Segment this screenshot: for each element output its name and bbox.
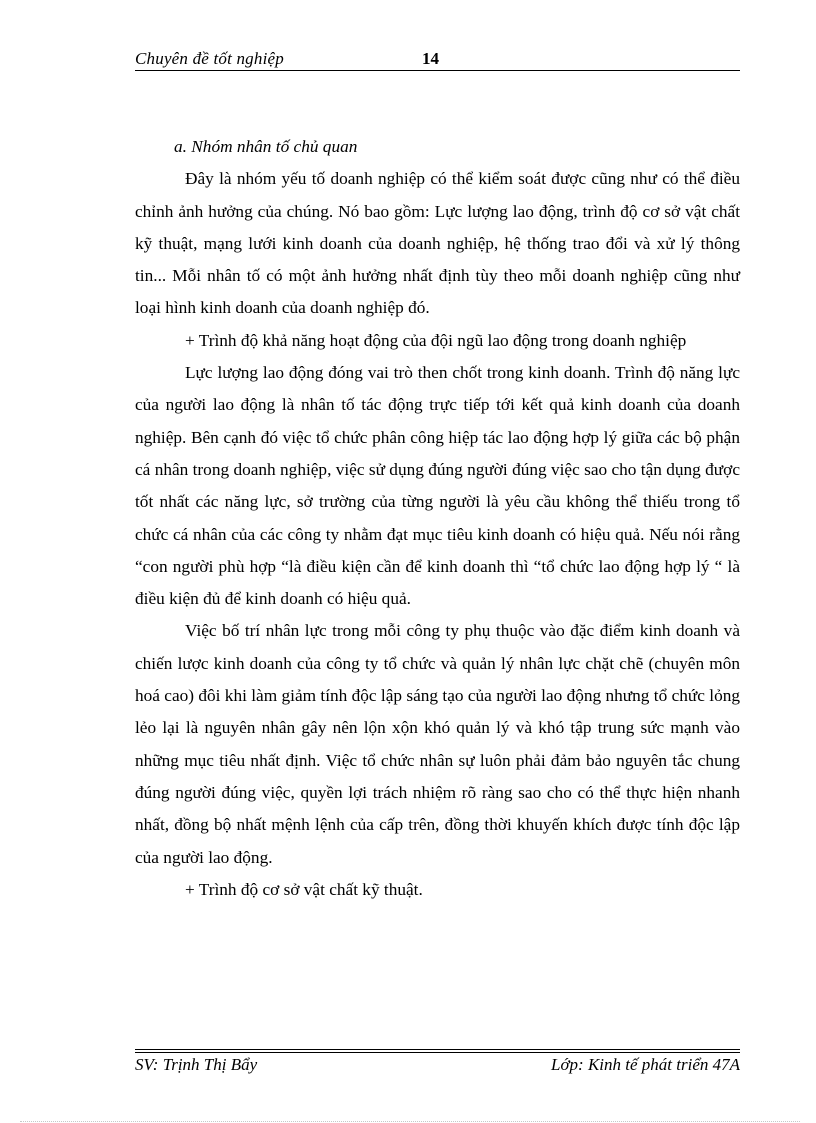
- paragraph: Việc bố trí nhân lực trong mỗi công ty phụ thuộc vào đặc điểm kinh doanh và chiến lược kinh doanh của công ty tổ chức và quản lý nhân lực chặt chẽ (chuyên môn hoá cao) đôi khi làm giảm tính độc lập sáng tạo của người lao động nhưng tổ chức lỏng lẻo lại là nguyên nhân gây nên lộn xộn khó quản lý và khó tập trung sức mạnh vào những mục tiêu nhất định. Việc tổ chức nhân sự luôn phải đảm bảo nguyên tắc chung đúng người đúng việc, quyền lợi trách nhiệm rõ ràng sao cho có thể thực hiện nhanh nhất, đồng bộ nhất mệnh lệnh của cấp trên, đồng thời khuyến khích được tính độc lập của người lao động.: [135, 621, 740, 867]
- subsection-heading: + Trình độ cơ sở vật chất kỹ thuật.: [185, 879, 423, 899]
- page-number: 14: [422, 49, 439, 68]
- page-bottom-edge: [20, 1121, 800, 1122]
- footer-divider: [135, 1049, 740, 1050]
- section-heading: a. Nhóm nhân tố chủ quan: [174, 137, 358, 156]
- document-title: Chuyên đề tốt nghiệp: [135, 49, 284, 68]
- main-content: [135, 131, 740, 906]
- paragraph: Đây là nhóm yếu tố doanh nghiệp có thể kiểm soát được cũng như có thể điều chỉnh ảnh hưởng của chúng. Nó bao gồm: Lực lượng lao động, trình độ cơ sở vật chất kỹ thuật, mạng lưới kinh doanh của doanh nghiệp, hệ thống trao đổi và xử lý thông tin... Mỗi nhân tố có một ảnh hưởng nhất định tùy theo mỗi doanh nghiệp cũng như loại hình kinh doanh của doanh nghiệp đó.: [135, 169, 740, 318]
- footer-student-name: SV: Trịnh Thị Bẩy: [135, 1055, 258, 1074]
- paragraph: Lực lượng lao động đóng vai trò then chốt trong kinh doanh. Trình độ năng lực của người lao động là nhân tố tác động trực tiếp tới kết quả kinh doanh của doanh nghiệp. Bên cạnh đó việc tổ chức phân công hiệp tác lao động hợp lý giữa các bộ phận cá nhân trong doanh nghiệp, việc sử dụng đúng người đúng việc sao cho tận dụng được tốt nhất các năng lực, sở trường của từng người là yêu cầu không thể thiếu trong tổ chức cá nhân của các công ty nhằm đạt mục tiêu kinh doanh có hiệu quả. Nếu nói rằng “con người phù hợp “là điều kiện cần để kinh doanh thì “tổ chức lao động hợp lý “ là điều kiện đủ để kinh doanh có hiệu quả.: [135, 363, 740, 609]
- footer-divider-inner: [135, 1052, 740, 1053]
- footer-class-name: Lớp: Kinh tế phát triển 47A: [551, 1055, 740, 1074]
- subsection-heading: + Trình độ khả năng hoạt động của đội ngũ lao động trong doanh nghiệp: [185, 330, 687, 350]
- page-header: [135, 48, 740, 71]
